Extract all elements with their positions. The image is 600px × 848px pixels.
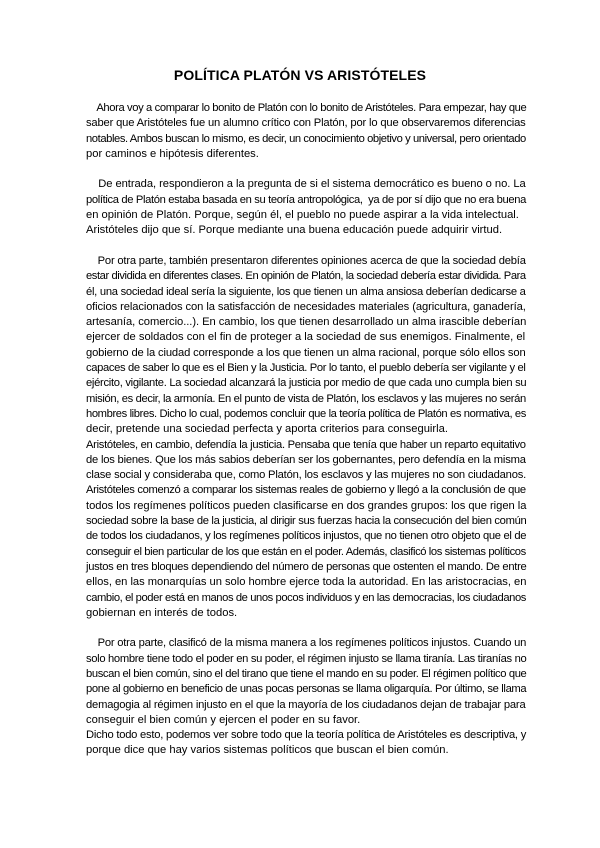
text-line: por caminos e hipótesis diferentes. (86, 147, 259, 160)
page-title: POLÍTICA PLATÓN VS ARISTÓTELES (173, 67, 427, 83)
text-line: Por otra parte, también presentaron diferentes opiniones acerca de que la sociedad debía (86, 254, 526, 267)
text-line: gobiernan en interés de todos. (86, 606, 238, 619)
text-line: capaces de saber lo que es el Bien y la Justicia. Por lo tanto, el pueblo debería ser vigilante y el (86, 362, 526, 375)
text-line: De entrada, respondieron a la pregunta de si el sistema democrático es bueno o no. La (86, 178, 526, 191)
text-line: todos los regímenes políticos pueden clasificarse en dos grandes grupos: los que rigen la (86, 499, 527, 512)
paragraph (86, 636, 526, 728)
text-line: estar dividida en diferentes clases. En opinión de Platón, la sociedad debería estar dividida. Para (86, 270, 526, 283)
paragraph (86, 438, 526, 622)
text-line: política de Platón estaba basada en su teoría antropológica, ya de por sí dijo que no era buena (86, 193, 526, 206)
text-line: porque dice que hay varios sistemas políticos que buscan el bien común. (86, 744, 449, 757)
text-line: demagogia al régimen injusto en el que la mayoría de los ciudadanos dejan de trabajar para (86, 698, 526, 711)
text-line: saber que Aristóteles fue un alumno crítico con Platón, por lo que observaremos diferencias (86, 117, 526, 130)
paragraph (86, 254, 526, 438)
text-line: buscan el bien común, sino el del tirano que tiene el mando en su poder. El régimen político que (86, 667, 527, 680)
text-line: Ahora voy a comparar lo bonito de Platón con lo bonito de Aristóteles. Para empezar, hay que (86, 102, 527, 114)
text-line: ejercer de soldados con el fin de proteger a la sociedad de sus enemigos. Finalmente, el (86, 331, 526, 344)
text-line: Aristóteles, en cambio, defendía la justicia. Pensaba que tenía que haber un reparto equitativo (86, 438, 526, 451)
paragraph (86, 101, 526, 162)
text-line: misión, es decir, la armonía. En el punto de vista de Platón, los esclavos y las mujeres no serán (86, 392, 526, 405)
text-line: Aristóteles comenzó a comparar los sistemas reales de gobierno y llegó a la conclusión de que (86, 484, 526, 497)
text-line: ellos, en las monarquías un solo hombre ejerce toda la autoridad. En las aristocracias, en (86, 576, 527, 589)
text-line: decir, pretende una sociedad perfecta y aporta criterios para conseguirla. (86, 423, 448, 436)
text-line: conseguir el bien particular de los que están en el poder. Además, clasificó los sistemas políticos (86, 545, 526, 558)
text-line: solo hombre tiene todo el poder en su poder, el régimen injusto se llama tiranía. Las tiranías no (86, 652, 527, 665)
text-line: en opinión de Platón. Porque, según él, el pueblo no puede aspirar a la vida intelectual. (86, 209, 519, 222)
text-line: oficios relacionados con la satisfacción de necesidades materiales (agricultura, ganadería, (86, 300, 526, 313)
text-line: clase social y consideraba que, como Platón, los esclavos y las mujeres no son ciudadanos. (86, 469, 527, 482)
paragraph (86, 728, 526, 759)
text-line: justos en tres bloques dependiendo del número de personas que ostenten el mando. De entre (86, 560, 527, 573)
text-line: Dicho todo esto, podemos ver sobre todo que la teoría política de Aristóteles es descriptiva, y (86, 729, 527, 742)
text-line: pone al gobierno en beneficio de unas pocas personas se llama oligarquía. Por último, se llama (86, 683, 527, 696)
text-line: artesanía, comercio...). En cambio, los que tienen desarrollado un alma irascible deberían (86, 316, 527, 329)
text-line: él, una sociedad ideal sería la siguiente, los que tienen un alma ansiosa deberían dedicarse a (86, 285, 526, 298)
text-line: de todos los ciudadanos, y los regímenes políticos injustos, que no tienen otro objeto que el de (86, 530, 527, 543)
paragraph (86, 177, 526, 238)
text-line: gobierno de la ciudad corresponde a los que tienen un alma racional, porque sólo ellos son (86, 346, 526, 359)
text-line: hombres libres. Dicho lo cual, podemos concluir que la teoría política de Platón es normativa, es (86, 407, 526, 420)
document-body (86, 101, 526, 759)
text-line: sociedad sobre la base de la justicia, al dirigir sus fuerzas hacia la consecución del bien común (86, 515, 527, 528)
text-line: Por otra parte, clasificó de la misma manera a los regímenes políticos injustos. Cuando un (86, 637, 527, 650)
text-line: Aristóteles dijo que sí. Porque mediante una buena educación puede adquirir virtud. (86, 224, 503, 237)
text-line: de los bienes. Que los más sabios deberían ser los gobernantes, pero defendía en la misma (86, 453, 526, 466)
text-line: cambio, el poder está en manos de unos pocos individuos y en las democracias, los ciudadanos (86, 591, 526, 604)
text-line: ejército, vigilante. La sociedad alcanzará la justicia por medio de que cada uno cumpla bien su (86, 377, 527, 390)
text-line: notables. Ambos buscan lo mismo, es decir, un conocimiento objetivo y universal, pero orientado (86, 132, 526, 145)
text-line: conseguir el bien común y ejercen el poder en su favor. (86, 713, 361, 726)
